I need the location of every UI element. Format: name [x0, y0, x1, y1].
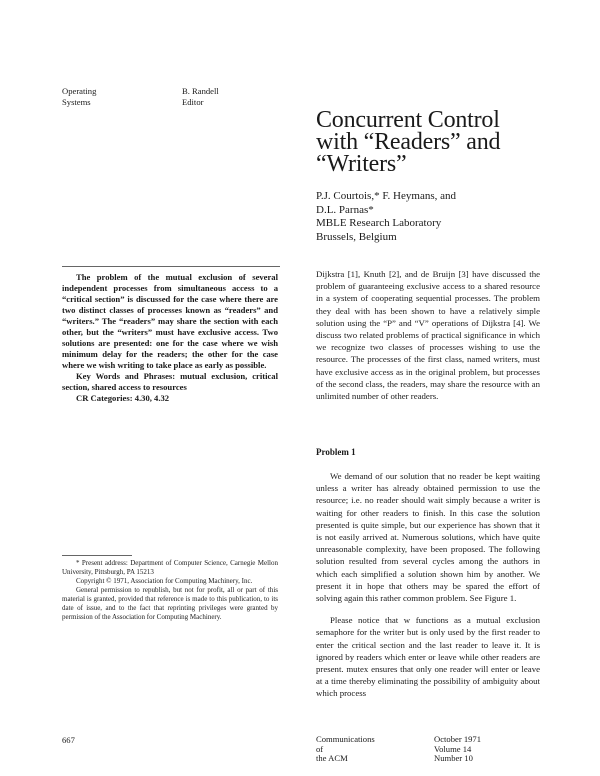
page-title [316, 109, 500, 175]
title-line-3: “Writers” [316, 151, 407, 177]
issue-number: Number 10 [434, 753, 473, 763]
journal-line-2: of [316, 743, 324, 754]
journal-name [316, 735, 375, 764]
editor-name: B. Randell [182, 86, 219, 96]
editor-label: Editor [182, 97, 204, 107]
intro-paragraph [316, 268, 540, 402]
issue-info [434, 735, 481, 764]
section-heading-problem-1: Problem 1 [316, 447, 356, 457]
abstract-text: The problem of the mutual exclusion of several independent processes from simultaneous access to a “critical section” is discussed for the case where there are two distinct classes of processes known as “readers” and “writers.” The “readers” may share the section with each other, but the “writers” must have exclusive access. Two solutions are presented: one for the case where we wish minimum delay for the readers; the other for the case where we wish writing to take place as early as possible. [62, 272, 278, 370]
authors-line-1: P.J. Courtois,* F. Heymans, and [316, 190, 456, 202]
journal-line-1: Communications [316, 734, 375, 744]
title-line-2: with “Readers” and [316, 129, 501, 155]
journal-line-3: the ACM [316, 753, 348, 763]
affiliation-line-2: Brussels, Belgium [316, 230, 397, 243]
authors-line-2: D.L. Parnas* [316, 203, 374, 216]
footnote-permission: General permission to republish, but not for profit, all or part of this material is granted, provided that reference is made to this publication, to its date of issue, and to the fact that reprinting privileges were granted by permission of the Association for Computing Machinery. [62, 586, 278, 621]
problem-1-body [316, 470, 540, 700]
footnote-address: * Present address: Department of Computer Science, Carnegie Mellon University, Pittsburgh, PA 15213 [62, 559, 278, 576]
affiliation-line-1: MBLE Research Laboratory [316, 217, 442, 229]
section-line-1: Operating [62, 86, 97, 96]
footnote-rule [62, 555, 132, 556]
abstract-cr-categories: CR Categories: 4.30, 4.32 [76, 393, 170, 403]
abstract-keywords: Key Words and Phrases: mutual exclusion, critical section, shared access to resources [62, 371, 278, 392]
issue-volume: Volume 14 [434, 743, 472, 754]
abstract-top-rule [62, 266, 280, 267]
section-label [62, 86, 96, 108]
issue-date: October 1971 [434, 734, 482, 744]
section-line-2: Systems [62, 97, 91, 107]
title-line-1: Concurrent Control [316, 107, 500, 133]
problem-1-paragraph-2: Please notice that w functions as a mutual exclusion semaphore for the writer but is only used by the first reader to enter the critical section and the last reader to leave it. It is ignored by readers which enter or leave while other readers are present. mutex ensures that only one reader will enter or leave at a time thereby eliminating the possibility of ambiguity about which process [316, 615, 540, 699]
authors-block [316, 190, 456, 244]
intro-text: Dijkstra [1], Knuth [2], and de Bruijn [3] have discussed the problem of guaranteeing exclusive access to a shared resource in a system of cooperating sequential processes. The problem they deal with has been shown to have a relatively simple solution using the “P” and “V” operations of Dijkstra [4]. We discuss two related problems of practical significance in which we recognize two classes of processes wishing to use the resource. The processes of the first class, named writers, must have exclusive access as in the original problem, but processes of the second class, the readers, may share the resource with an unlimited number of other readers. [316, 269, 540, 402]
footnotes [62, 559, 278, 622]
editor-block [182, 86, 219, 108]
page-number: 667 [62, 735, 75, 745]
abstract [62, 272, 278, 404]
footnote-copyright: Copyright © 1971, Association for Computing Machinery, Inc. [76, 577, 253, 585]
problem-1-paragraph-1: We demand of our solution that no reader be kept waiting unless a writer has already obtained permission to use the resource; i.e. no reader should wait simply because a writer is waiting for other readers to finish. In this case the solution presented is quite simple, but our experience has shown that it is not easily arrived at. Numerous solutions, which have quite unreasonable complexity, have been proposed. The following solution resulted from several cycles among the authors in which each simplified a solution shown him by another. We present it in hope that others may be spared the effort of solving again this rather common problem. See Figure 1. [316, 471, 540, 604]
